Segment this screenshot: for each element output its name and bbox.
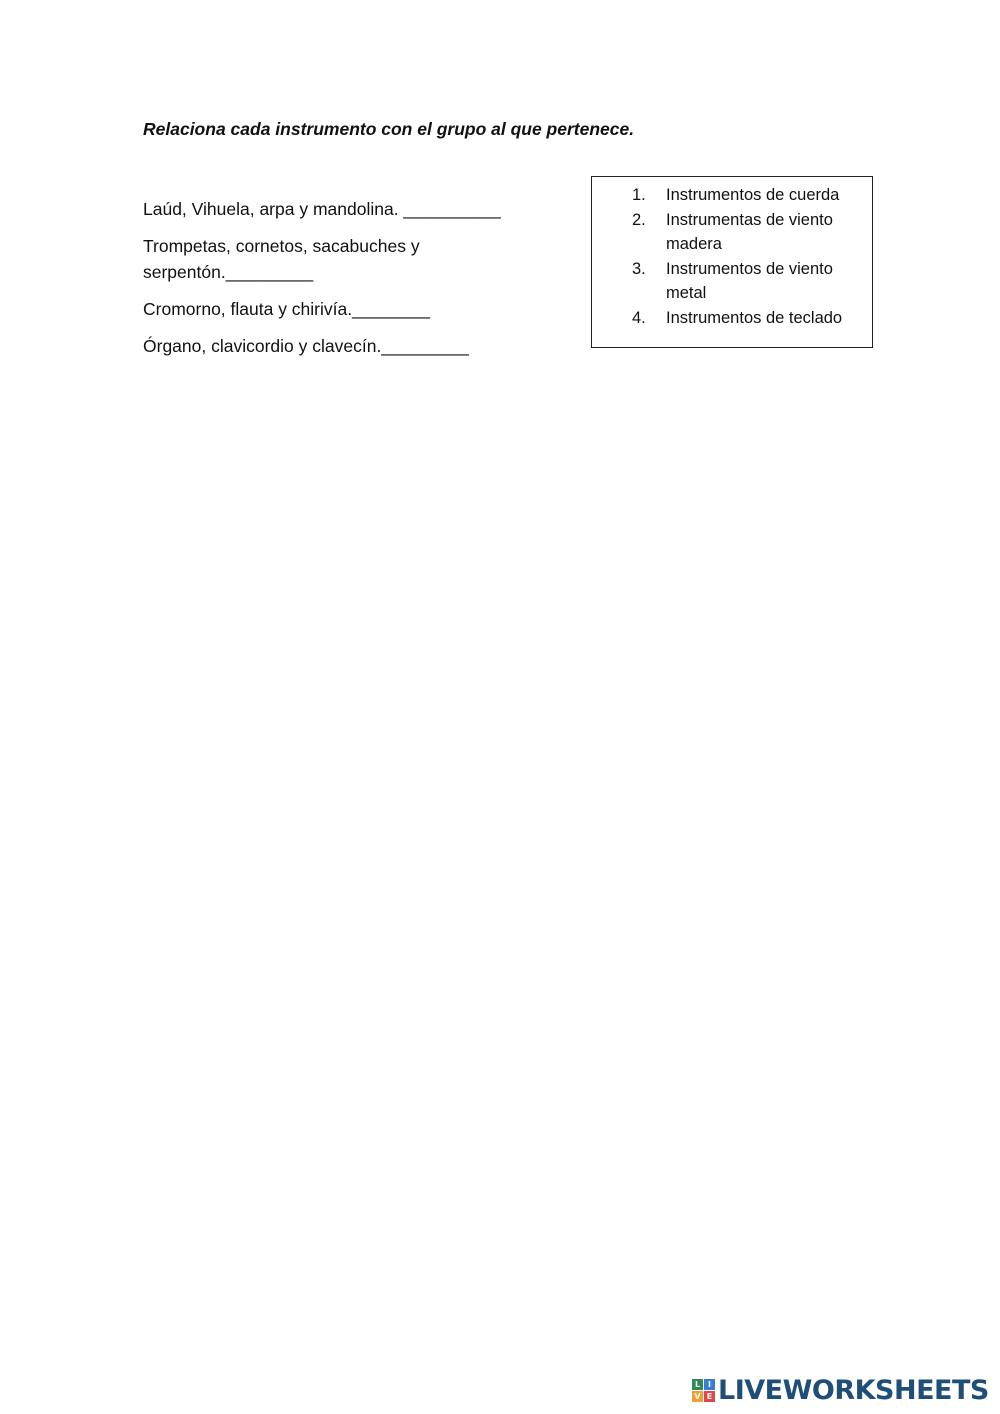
logo-mark-cell: E: [704, 1391, 715, 1402]
logo-mark-cell: V: [692, 1391, 703, 1402]
instruction-text: Relaciona cada instrumento con el grupo al que pertenece.: [143, 119, 635, 139]
answer-option-1: [632, 183, 867, 208]
answer-option-number: 3.: [632, 259, 646, 278]
answer-options-list: [632, 183, 867, 330]
logo-mark-icon: [692, 1379, 715, 1402]
question-3: Cromorno, flauta y chirivía.________: [143, 299, 430, 319]
question-1: Laúd, Vihuela, arpa y mandolina. __________: [143, 199, 501, 219]
answer-option-2: [632, 208, 867, 257]
question-2: Trompetas, cornetos, sacabuches y serpentón._________: [143, 236, 420, 282]
answer-option-label: Instrumentos de teclado: [666, 308, 843, 327]
question-4: Órgano, clavicordio y clavecín._________: [143, 336, 469, 356]
answer-option-number: 1.: [632, 186, 646, 204]
answer-option-label: Instrumentas de viento madera: [666, 210, 833, 253]
liveworksheets-logo[interactable]: [692, 1376, 989, 1404]
answer-option-3: [632, 257, 867, 306]
question-list: [143, 196, 563, 370]
answer-option-label: Instrumentos de viento metal: [666, 259, 833, 302]
answer-option-label: Instrumentos de cuerda: [666, 186, 840, 204]
logo-mark-cell: L: [692, 1379, 703, 1390]
answer-option-number: 2.: [632, 210, 646, 229]
answer-options-box: [591, 176, 873, 348]
logo-wordmark: LIVEWORKSHEETS: [718, 1374, 989, 1406]
answer-option-number: 4.: [632, 308, 646, 327]
answer-option-4: [632, 306, 867, 331]
logo-mark-cell: I: [704, 1379, 715, 1390]
